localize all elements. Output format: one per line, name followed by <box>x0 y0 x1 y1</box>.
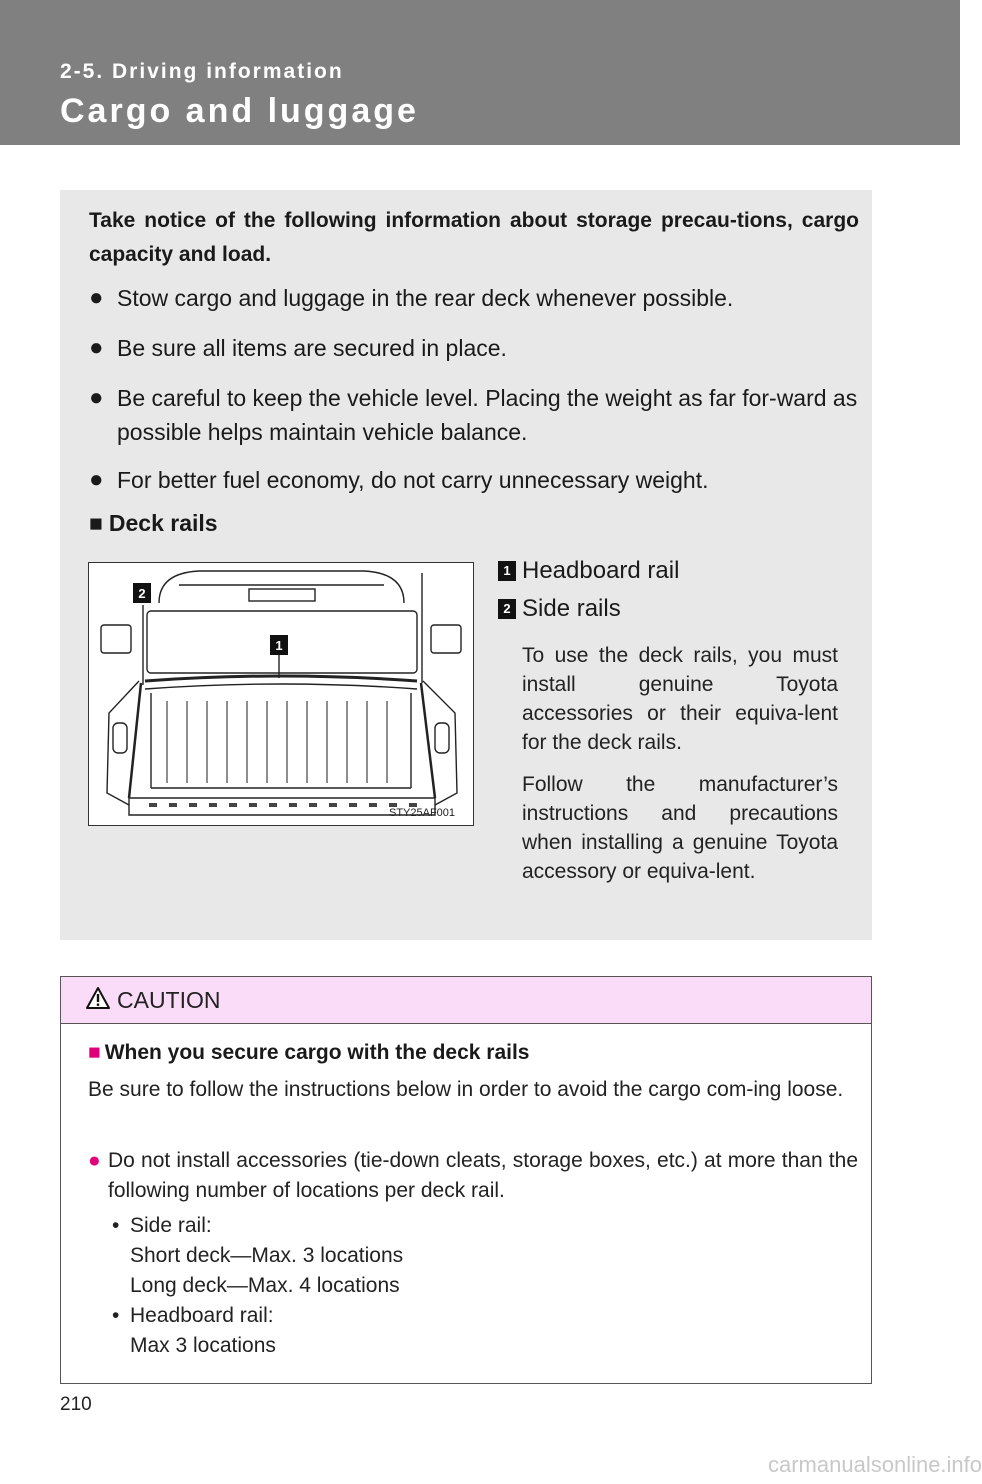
number-1-icon: 1 <box>498 561 516 581</box>
bullet-dot-icon: ● <box>89 284 104 311</box>
section-label: 2-5. Driving information <box>60 60 344 83</box>
bullet-item: ● Be sure all items are secured in place. <box>89 331 859 365</box>
bullet-dot-icon: ● <box>89 384 104 411</box>
intro-text: Take notice of the following information about storage precau-tions, cargo capacity and load. <box>89 209 859 266</box>
bullet-dot-icon: ● <box>88 1149 101 1172</box>
legend-item: 2 Side rails <box>498 595 621 623</box>
illustration-code: STY25AF001 <box>389 807 456 819</box>
list-item: • Headboard rail: Max 3 locations <box>112 1304 276 1357</box>
bullet-item: ● Be careful to keep the vehicle level. Placing the weight as far for-ward as possible helps maintain vehicle balance. <box>89 381 859 449</box>
bullet-item: ● For better fuel economy, do not carry unnecessary weight. <box>89 463 859 497</box>
truck-bed-illustration <box>88 562 474 826</box>
truck-bed-drawing <box>89 563 473 825</box>
svg-text:2: 2 <box>138 586 146 601</box>
svg-text:1: 1 <box>275 638 283 653</box>
page-title: Cargo and luggage <box>60 92 419 130</box>
note-paragraph: Follow the manufacturer’s instructions and precautions when installing a genuine Toyota accessory or equiva-lent. <box>522 773 838 883</box>
note-paragraph: To use the deck rails, you must install genuine Toyota accessories or their equiva-lent for the deck rails. <box>522 644 838 754</box>
callout-1-icon <box>270 635 288 655</box>
limits-list <box>112 1211 712 1361</box>
caution-heading: ■ When you secure cargo with the deck rails <box>88 1041 530 1064</box>
number-2-icon: 2 <box>498 599 516 619</box>
bullet-dot-icon: ● <box>89 334 104 361</box>
square-bullet-icon: ■ <box>89 510 103 536</box>
caution-header <box>61 977 871 1024</box>
deck-rails-heading: ■ Deck rails <box>89 510 218 536</box>
page-header <box>0 0 960 145</box>
list-item: • Side rail: Short deck—Max. 3 locations Long deck—Max. 4 locations <box>112 1214 404 1297</box>
square-bullet-icon: ■ <box>88 1041 101 1064</box>
callout-2-icon <box>133 583 151 603</box>
watermark: carmanualsonline.info <box>768 1452 982 1477</box>
bullet-dot-icon: ● <box>89 466 104 493</box>
warning-triangle-icon <box>85 986 111 1010</box>
caution-bullet: ● Do not install accessories (tie-down cleats, storage boxes, etc.) at more than the following number of locations per deck rail. <box>88 1146 858 1206</box>
caution-title: CAUTION <box>117 987 221 1013</box>
caution-paragraph: Be sure to follow the instructions below in order to avoid the cargo com-ing loose. <box>88 1078 844 1101</box>
legend-item: 1 Headboard rail <box>498 557 679 585</box>
page-number: 210 <box>60 1394 92 1415</box>
bullet-item: ● Stow cargo and luggage in the rear deck whenever possible. <box>89 281 859 315</box>
